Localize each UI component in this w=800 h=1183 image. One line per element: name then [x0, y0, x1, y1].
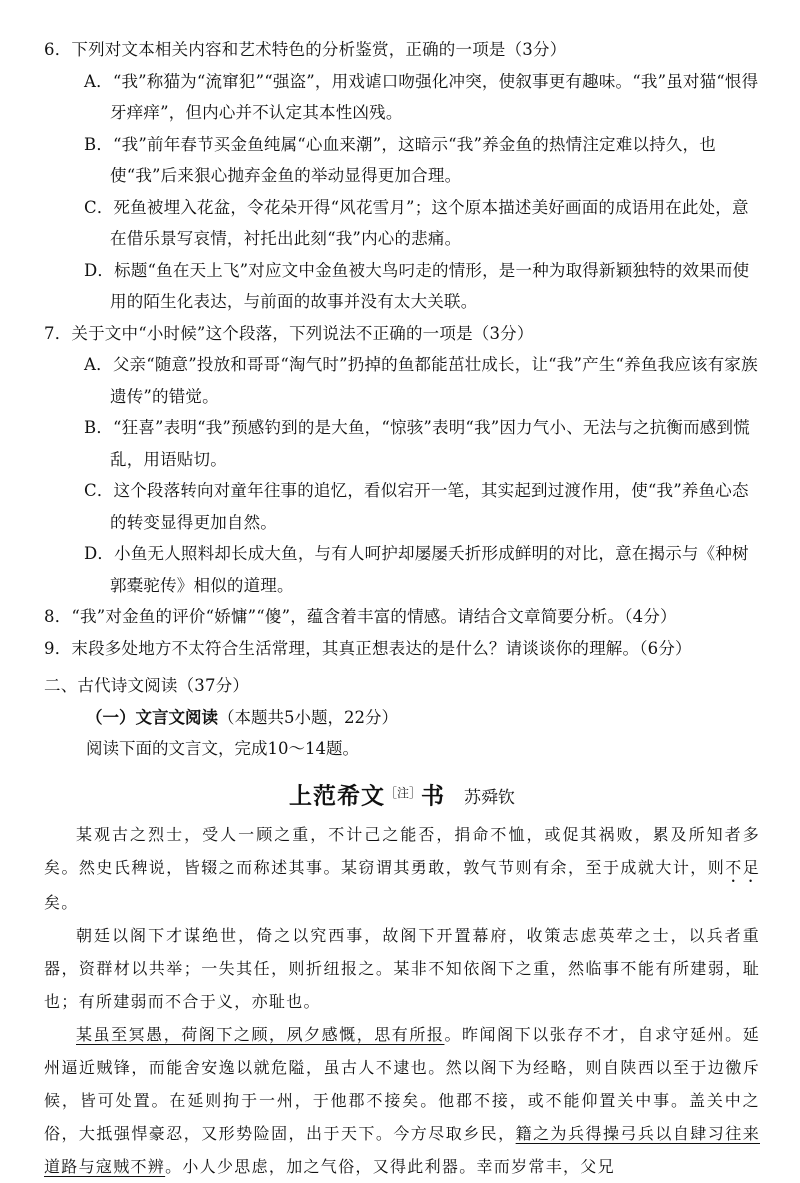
question-6-option-c: C．死鱼被埋入花盆，令花朵开得“风花雪月”；这个原本描述美好画面的成语用在此处，意在借乐景写哀情，衬托出此刻“我”内心的悲痛。 — [84, 197, 749, 248]
passage-title-suffix: 书 — [420, 781, 445, 809]
question-7-option-a: A．父亲“随意”投放和哥哥“淘气时”扔掉的鱼都能茁壮成长，让“我”产生“养鱼我应该有家族遗传”的错觉。 — [84, 355, 758, 406]
passage-p1-end: 矣。 — [44, 892, 79, 912]
passage-paragraph-1 — [44, 818, 760, 919]
passage-p3-underline-1: 某虽至冥愚，荷阁下之顾，夙夕感慨，思有所报 — [76, 1024, 445, 1044]
section-2-heading: 二、古代诗文阅读（37分） — [44, 676, 250, 695]
passage-title-row — [44, 775, 760, 816]
passage-p3-underline-2: 籍之为兵得操弓兵以自肆习往来道路与寇贼不辨 — [44, 1123, 760, 1176]
question-7-stem: 7．关于文中“小时候”这个段落，下列说法不正确的一项是（3分） — [44, 323, 534, 343]
passage-author: 苏舜钦 — [464, 787, 516, 808]
passage-title: 上范希文 — [288, 781, 385, 809]
passage-p1-emphasis: 不足 — [725, 857, 761, 877]
question-6-option-d: D．标题“鱼在天上飞”对应文中金鱼被大鸟叼走的情形，是一种为取得新颖独特的效果而使用的陌生化表达，与前面的故事并没有太大关联。 — [84, 260, 750, 311]
passage-p1-text: 某观古之烈士，受人一顾之重，不计己之能否，捐命不恤，或促其祸败，累及所知者多矣。然史氏稗说，皆辍之而称述其事。某窃谓其勇敢，敦气节则有余，至于成就大计，则 — [44, 824, 760, 877]
passage-paragraph-3 — [44, 1018, 760, 1183]
question-6-option-a: A．“我”称猫为“流窜犯”“强盗”，用戏谑口吻强化冲突，使叙事更有趣味。“我”虽对猫“恨得牙痒痒”，但内心并不认定其本性凶残。 — [84, 71, 759, 122]
subsection-label: （一）文言文阅读 — [86, 707, 218, 727]
question-6-option-b: B．“我”前年春节买金鱼纯属“心血来潮”，这暗示“我”养金鱼的热情注定难以持久，也使“我”后来狠心抛弃金鱼的举动显得更加合理。 — [84, 134, 716, 185]
question-7-option-b: B．“狂喜”表明“我”预感钓到的是大鱼，“惊骇”表明“我”因力气小、无法与之抗衡而感到慌乱，用语贴切。 — [84, 418, 750, 469]
question-7-option-c: C．这个段落转向对童年往事的追忆，看似宕开一笔，其实起到过渡作用，使“我”养鱼心态的转变显得更加自然。 — [84, 481, 749, 532]
question-8: 8．“我”对金鱼的评价“娇慵”“傻”，蕴含着丰富的情感。请结合文章简要分析。（4分） — [44, 607, 677, 626]
passage-p3-end: 。小人少思虑，加之气俗，又得此利器。幸而岁常丰，父兄 — [165, 1156, 615, 1176]
question-7-option-d: D．小鱼无人照料却长成大鱼，与有人呵护却屡屡夭折形成鲜明的对比，意在揭示与《种树郭橐驼传》相似的道理。 — [84, 544, 749, 595]
question-6-stem: 6．下列对文本相关内容和艺术特色的分析鉴赏，正确的一项是（3分） — [44, 40, 567, 59]
subsection-info: （本题共5小题，22分） — [218, 707, 398, 727]
passage-note-mark: ［注］ — [384, 785, 421, 800]
passage-p3-text: 。昨闻阁下以张存不才，自求守延州。延州逼近贼锋，而能舍安逸以就危隘，虽古人不逮也。然以阁下为经略，则自陕西以至于边徼斥候，皆可处置。在延则拘于一州，于他郡不接矣。他郡不接，或不能仰置关中事。盖关中之俗，大抵强悍豪忍，又形势险固，出于天下。今方尽取乡民， — [44, 1024, 760, 1143]
subsection-heading — [44, 702, 760, 734]
reading-instruction: 阅读下面的文言文，完成10～14题。 — [86, 739, 359, 758]
passage-paragraph-2: 朝廷以阁下才谋绝世，倚之以究西事，故阁下开置幕府，收策志虑英荦之士，以兵者重器，资群材以共举；一失其任，则折纽报之。某非不知依阁下之重，然临事不能有所建弱，耻也；有所建弱而不合于义，亦耻也。 — [44, 925, 760, 1011]
question-9: 9．末段多处地方不太符合生活常理，其真正想表达的是什么？请谈谈你的理解。（6分） — [44, 638, 692, 658]
